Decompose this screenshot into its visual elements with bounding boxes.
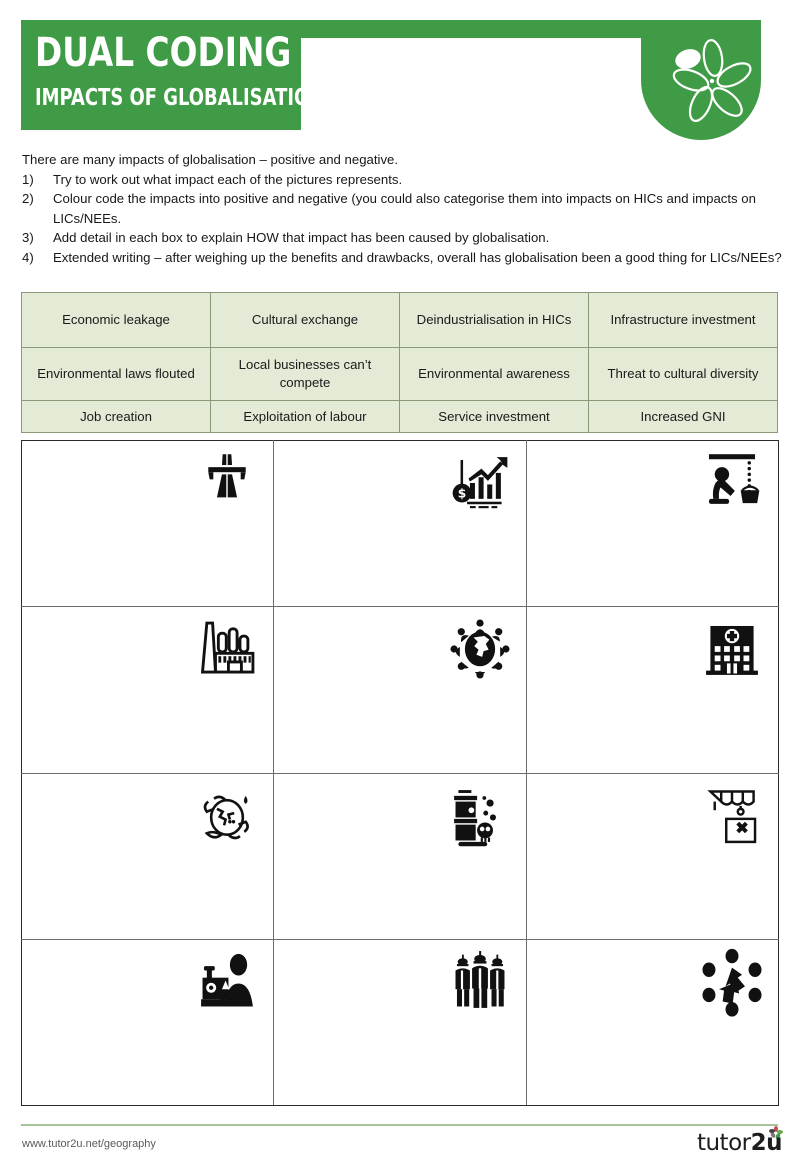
icon-grid-row <box>22 441 779 607</box>
wordbank-cell[interactable]: Local businesses can’t compete <box>211 348 400 401</box>
wordbank-cell[interactable]: Environmental awareness <box>400 348 589 401</box>
sweatshop-worker-icon <box>191 946 263 1018</box>
wordbank-cell[interactable]: Economic leakage <box>22 293 211 348</box>
svg-text:$: $ <box>457 486 466 501</box>
instruction-number-1: 1) <box>22 171 34 187</box>
wordbank-row <box>22 401 778 433</box>
instruction-item-3 <box>22 228 782 248</box>
wordbank-row <box>22 293 778 348</box>
wordbank-table <box>21 292 778 433</box>
instructions-block <box>22 150 782 267</box>
icon-grid-cell[interactable] <box>526 773 778 939</box>
icon-grid-cell[interactable] <box>526 607 778 773</box>
wordbank-row <box>22 348 778 401</box>
icon-grid-cell[interactable] <box>526 441 778 607</box>
instruction-text-3: Add detail in each box to explain HOW that impact has been caused by globalisation. <box>53 230 550 245</box>
wordbank-cell[interactable]: Environmental laws flouted <box>22 348 211 401</box>
tutor2u-wordmark <box>697 1130 782 1156</box>
page-subtitle: IMPACTS OF GLOBALISATION <box>35 85 325 111</box>
wordbank-cell[interactable]: Exploitation of labour <box>211 401 400 433</box>
motorway-icon <box>191 447 263 519</box>
instruction-number-3: 3) <box>22 230 34 245</box>
icon-grid-row <box>22 939 779 1105</box>
wordbank-cell[interactable]: Job creation <box>22 401 211 433</box>
icon-grid-cell[interactable] <box>22 939 274 1105</box>
footer-divider <box>21 1124 778 1126</box>
page-title: DUAL CODING <box>35 30 292 76</box>
hospital-icon <box>696 613 768 685</box>
page-header <box>0 0 800 140</box>
instruction-text-4: Extended writing – after weighing up the benefits and drawbacks, overall has globalisation been a good thing for LICs/NEEs? <box>53 249 782 265</box>
wordbank-cell[interactable]: Cultural exchange <box>211 293 400 348</box>
child-labour-icon <box>696 447 768 519</box>
title-block <box>21 20 325 130</box>
instruction-item-4 <box>22 248 782 268</box>
icon-grid-row <box>22 773 779 939</box>
instructions-lead: There are many impacts of globalisation – positive and negative. <box>22 152 399 167</box>
workers-group-icon <box>444 946 516 1018</box>
footer-url[interactable]: www.tutor2u.net/geography <box>22 1138 156 1150</box>
wordmark-bold: 2u <box>750 1130 782 1156</box>
icon-grid-cell[interactable] <box>274 939 526 1105</box>
wordbank-cell[interactable]: Deindustrialisation in HICs <box>400 293 589 348</box>
icon-grid-cell[interactable] <box>22 773 274 939</box>
wordbank-cell[interactable]: Service investment <box>400 401 589 433</box>
instruction-number-2: 2) <box>22 191 34 206</box>
instruction-item-1 <box>22 170 782 190</box>
icon-grid-cell[interactable] <box>22 607 274 773</box>
toxic-barrels-skull-icon <box>444 780 516 852</box>
growth-chart-dollar-icon <box>444 447 516 519</box>
factory-icon <box>191 613 263 685</box>
icon-grid-cell[interactable] <box>526 939 778 1105</box>
instruction-number-4: 4) <box>22 249 34 265</box>
instruction-text-1: Try to work out what impact each of the pictures represents. <box>53 171 403 187</box>
wordbank-cell[interactable]: Increased GNI <box>589 401 778 433</box>
globe-people-icon <box>444 613 516 685</box>
wordmark-light: tutor <box>696 1130 751 1156</box>
hands-globe-leaf-icon <box>191 780 263 852</box>
network-nodes-icon <box>696 946 768 1018</box>
icon-grid-cell[interactable] <box>274 441 526 607</box>
icon-grid-row <box>22 607 779 773</box>
wordbank-cell[interactable]: Infrastructure investment <box>589 293 778 348</box>
icon-answer-grid <box>21 440 779 1106</box>
instruction-item-2 <box>22 189 782 228</box>
wordbank-cell[interactable]: Threat to cultural diversity <box>589 348 778 401</box>
closed-shop-icon <box>696 780 768 852</box>
icon-grid-cell[interactable] <box>274 607 526 773</box>
instruction-text-2: Colour code the impacts into positive and negative (you could also categorise them into impacts on HICs and impacts on LICs/NEEs. <box>53 191 756 226</box>
icon-grid-cell[interactable] <box>22 441 274 607</box>
tutor2u-flower-logo-icon <box>641 20 761 140</box>
icon-grid-cell[interactable] <box>274 773 526 939</box>
